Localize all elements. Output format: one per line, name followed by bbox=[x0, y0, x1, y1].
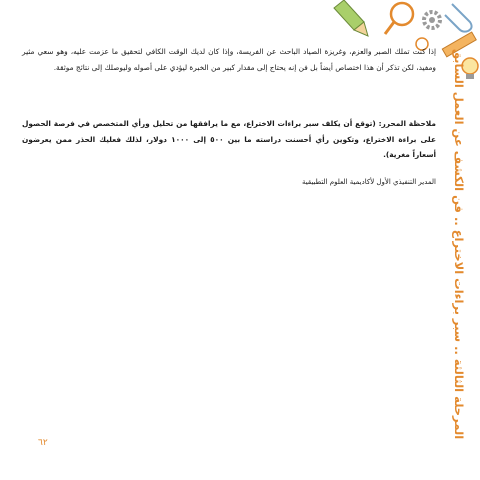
author-signature: المدير التنفيذي الأول لأكاديمية العلوم التطبيقية bbox=[302, 178, 436, 186]
editor-note-paragraph: ملاحظة المحرر: (توقع أن يكلف سبر براءات الاختراع، مع ما يرافقها من تحليل ورأي المتخصص في فرصة الحصول على براءة الاختراع، وتكوين رأي أحسنت دراسته ما بين ٥٠٠ إلى ١٠٠٠ دولار، لذلك فعليك الحذر ممن يعرضون أسعاراً مغرية). bbox=[22, 119, 436, 159]
page-number: ٦٢ bbox=[38, 438, 48, 448]
gear-icon bbox=[424, 12, 440, 28]
chapter-side-title bbox=[438, 48, 480, 440]
pencil-icon bbox=[334, 0, 368, 36]
paperclip-icon bbox=[445, 4, 472, 32]
body-paragraph: إذا كنت تملك الصبر والعزم، وغريزة الصياد الباحث عن الفريسة، وإذا كان لديك الوقت الكافي لتحقيق ما عزمت عليه، وهو سعي مثير ومفيد، لكن تذكر أن هذا اختصاص أيضاً بل فن إنه يحتاج إلى مقدار كبير من الخبرة ليؤدي على أصوله وليوصلك إلى نتائج موثقة. bbox=[22, 47, 436, 72]
chapter-title-text: المرحلة الثالثة .. سبر براءات الاختراع .. فن الكشف عن العمل السابق bbox=[452, 48, 466, 440]
magnifier-icon bbox=[385, 3, 413, 34]
